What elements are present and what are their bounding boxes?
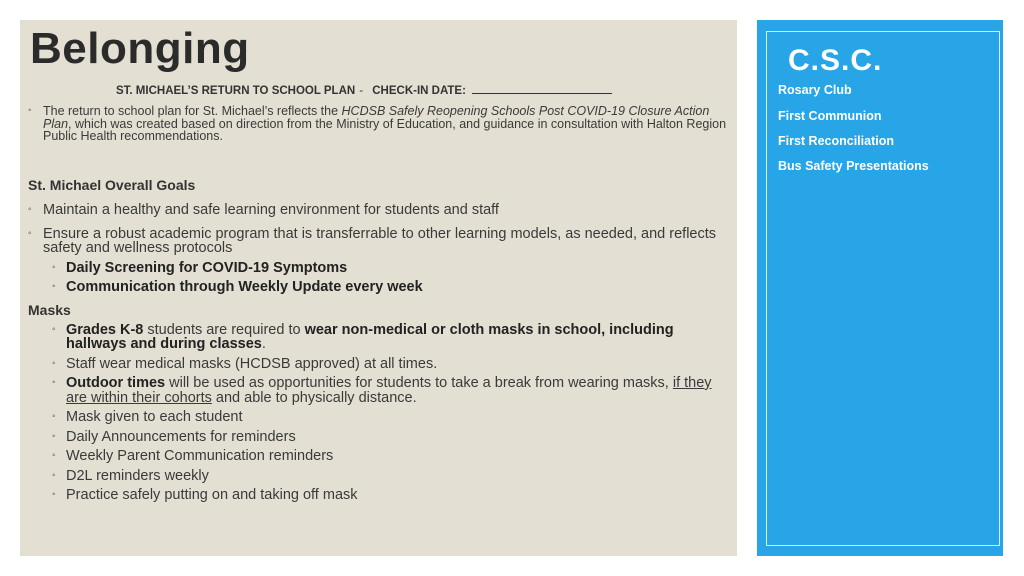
intro-text-end: , which was created based on direction from the Ministry of Education, and guidance in consultation with Halton Region Public Health recommendations. (43, 116, 727, 143)
bullet-icon: ◦ (28, 227, 32, 239)
list-item (28, 227, 728, 256)
goals-heading: St. Michael Overall Goals (28, 177, 196, 193)
bullet-icon: ◦ (52, 450, 56, 461)
bullet-icon: ◦ (52, 489, 56, 500)
outdoor-end: and able to physically distance. (211, 389, 417, 406)
mask-item: Daily Announcements for reminders (66, 428, 296, 445)
list-item (28, 376, 728, 405)
content (28, 177, 728, 503)
plan-dash: - (359, 85, 364, 97)
bullet-icon: ◦ (52, 430, 56, 442)
bullet-icon: ◦ (52, 357, 56, 369)
outdoor-text: will be used as opportunities for students to take a break from wearing masks, (165, 375, 673, 391)
bullet-icon: ◦ (52, 411, 56, 422)
mask-item: Mask given to each student (66, 409, 243, 425)
grades-end: . (261, 336, 266, 352)
list-item (28, 323, 728, 352)
grades-rule: wear non-medical or cloth masks in school, including hallways and during classes (66, 321, 674, 352)
bullet-icon: ◦ (52, 469, 56, 481)
checkin-label: CHECK-IN DATE: (372, 85, 466, 97)
main-panel (20, 20, 737, 556)
checkin-date-blank (472, 83, 612, 94)
list-item (28, 261, 728, 276)
plan-header (116, 83, 612, 97)
goal-text: Maintain a healthy and safe learning environment for students and staff (43, 202, 499, 218)
staff-text: Staff wear medical masks (HCDSB approved) at all times. (66, 355, 438, 372)
mask-item: Practice safely putting on and taking off mask (66, 487, 358, 503)
masks-heading: Masks (28, 301, 71, 318)
sidebar (757, 20, 1003, 556)
list-item (28, 488, 728, 503)
intro-plan-title: HCDSB Safely Reopening Schools Post COVID-19 Closure Action Plan (43, 104, 710, 131)
sidebar-title: C.S.C. (788, 44, 883, 77)
bullet-icon: ◦ (28, 204, 32, 215)
plan-label: ST. MICHAEL’S RETURN TO SCHOOL PLAN (116, 85, 356, 97)
sidebar-item-first-communion: First Communion (778, 109, 882, 123)
cohort-note: if they are within their cohorts (66, 375, 712, 406)
bullet-icon: ◦ (28, 105, 32, 116)
list-item (28, 357, 728, 372)
list-item (28, 430, 728, 445)
bullet-icon: ◦ (52, 261, 56, 273)
list-item (28, 280, 728, 295)
intro-paragraph (28, 105, 728, 143)
list-item (28, 410, 728, 425)
page-title: Belonging (30, 24, 250, 73)
list-item (28, 449, 728, 464)
bullet-icon: ◦ (52, 323, 56, 335)
list-item (28, 469, 728, 484)
grades-label: Grades K-8 (66, 321, 144, 338)
outdoor-label: Outdoor times (66, 375, 166, 391)
goal-subitem: Daily Screening for COVID-19 Symptoms (66, 259, 348, 276)
mask-item: D2L reminders weekly (66, 467, 209, 484)
sidebar-item-first-reconciliation: First Reconciliation (778, 134, 894, 148)
sidebar-item-bus-safety: Bus Safety Presentations (778, 159, 929, 173)
goal-subitem: Communication through Weekly Update every week (66, 279, 423, 295)
list-item (28, 203, 728, 218)
intro-text: The return to school plan for St. Michael’s reflects the (43, 104, 342, 118)
sidebar-item-rosary-club: Rosary Club (778, 83, 852, 97)
grades-text: students are required to (143, 321, 305, 338)
goal-text: Ensure a robust academic program that is transferrable to other learning models, as needed, and reflects safety and wellness protocols (43, 225, 717, 256)
bullet-icon: ◦ (52, 281, 56, 292)
bullet-icon: ◦ (52, 377, 56, 388)
mask-item: Weekly Parent Communication reminders (66, 448, 334, 464)
